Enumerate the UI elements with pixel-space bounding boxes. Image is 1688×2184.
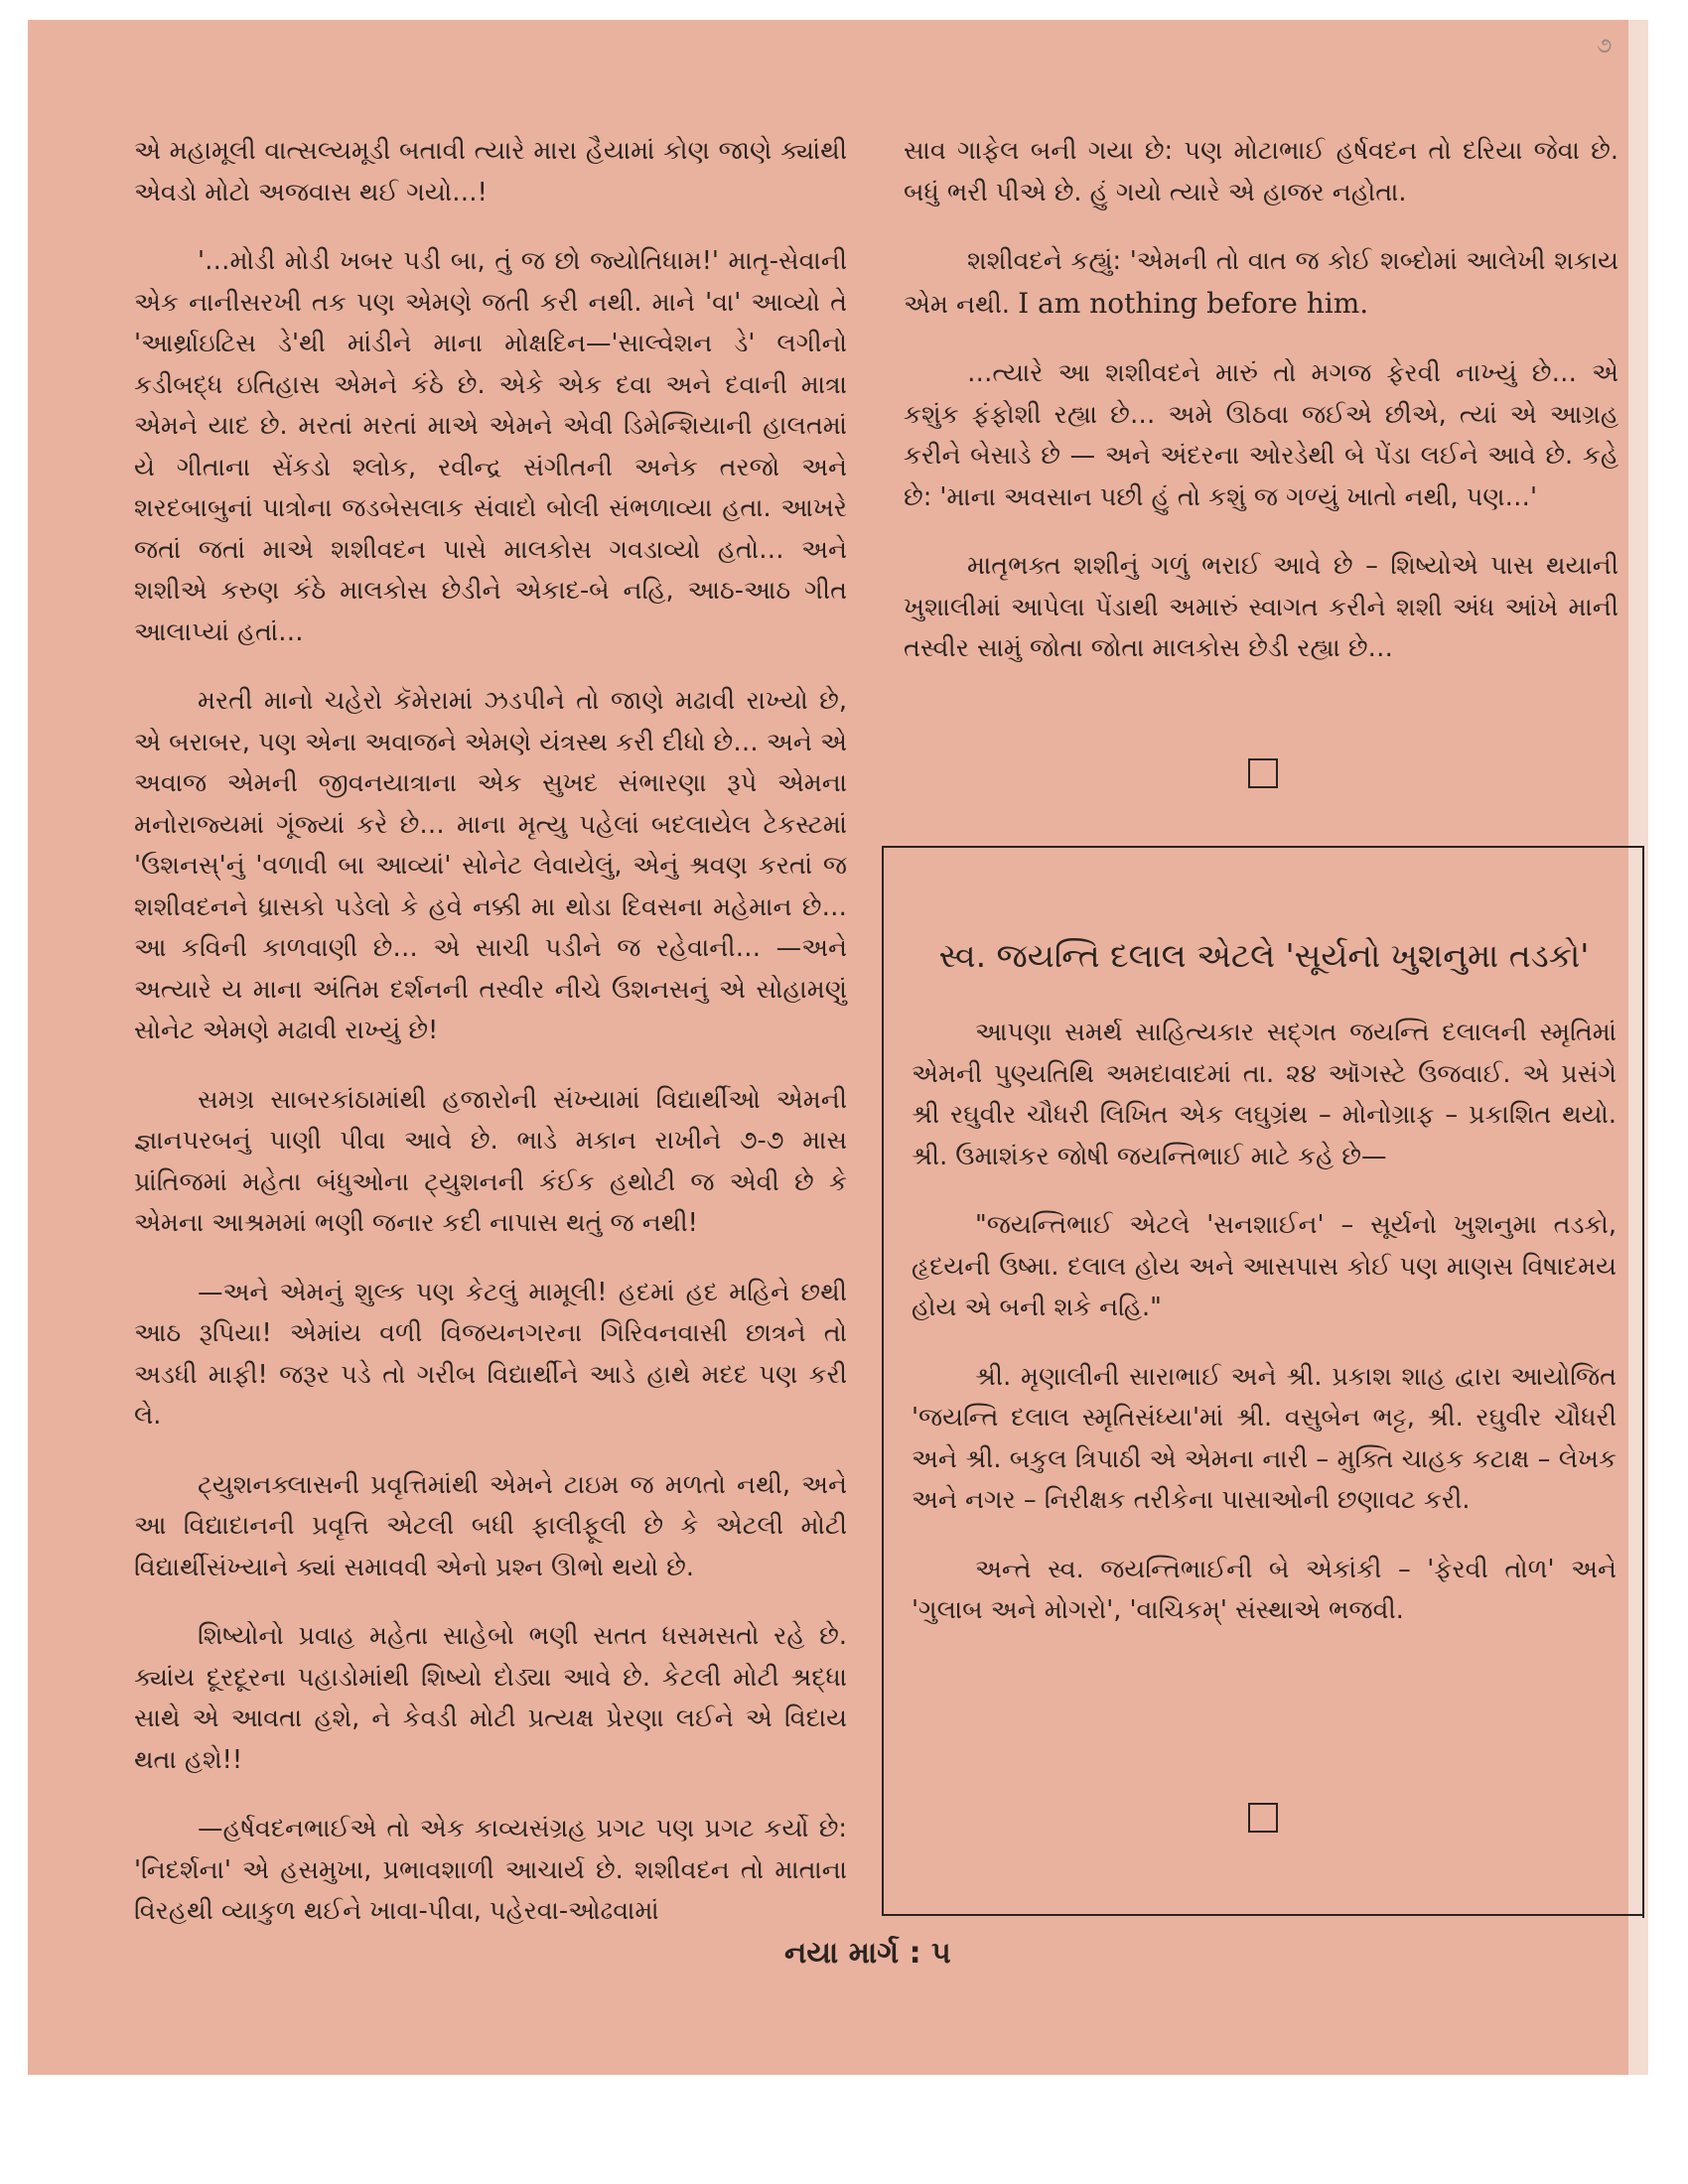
paragraph: આપણા સમર્થ સાહિત્યકાર સદ્ગત જયન્તિ દલાલની સ્મૃતિમાં એમની પુણ્યતિથિ અમદાવાદમાં તા. ૨૪ ઑગસ્ટે ઉજવાઈ. એ પ્રસંગે શ્રી રઘુવીર ચૌધરી લિખિત એક લઘુગ્રંથ – મોનોગ્રાફ – પ્રકાશિત થયો. શ્રી. ઉમાશંકર જોષી જયન્તિભાઈ માટે કહે છે— <box>912 1018 1617 1171</box>
paragraph: —અને એમનું શુલ્ક પણ કેટલું મામૂલી! હદમાં હદ મહિને છથી આઠ રૂપિયા! એમાંય વળી વિજયનગરના ગિરિવનવાસી છાત્રને તો અડધી માફી! જરૂર પડે તો ગરીબ વિદ્યાર્થીને આડે હાથે મદદ પણ કરી લે. <box>134 1277 847 1431</box>
end-mark <box>1248 758 1278 788</box>
paragraph: મરતી માનો ચહેરો કૅમેરામાં ઝડપીને તો જાણે મઢાવી રાખ્યો છે, એ બરાબર, પણ એના અવાજને એમણે યંત્રસ્થ કરી દીધો છે… અને એ અવાજ એમની જીવનયાત્રાના એક સુખદ સંભારણા રૂપે એમના મનોરાજ્યમાં ગૂંજ્યાં કરે છે… માના મૃત્યુ પહેલાં બદલાયેલ ટેકસ્ટમાં 'ઉશનસ્'નું 'વળાવી બા આવ્યાં' સોનેટ લેવાયેલું, એનું શ્રવણ કરતાં જ શશીવદનને ધ્રાસકો પડેલો કે હવે નક્કી મા થોડા દિવસના મહેમાન છે… આ કવિની કાળવાણી છે… એ સાચી પડીને જ રહેવાની… —અને અત્યારે ય માના અંતિમ દર્શનની તસ્વીર નીચે ઉશનસનું એ સોહામણું સોનેટ એમણે મઢાવી રાખ્યું છે! <box>134 686 847 1045</box>
box-border-top <box>882 846 1644 848</box>
box-border-left <box>882 846 884 1916</box>
quote-paragraph: "જયન્તિભાઈ એટલે 'સનશાઈન' – સૂર્યનો ખુશનુમા તડકો, હૃદયની ઉષ્મા. દલાલ હોય અને આસપાસ કોઈ પણ માણસ વિષાદમય હોય એ બની શકે નહિ." <box>912 1210 1617 1322</box>
paragraph: શ્રી. મૃણાલીની સારાભાઈ અને શ્રી. પ્રકાશ શાહ દ્વારા આયોજિત 'જયન્તિ દલાલ સ્મૃતિસંધ્યા'માં શ્રી. વસુબેન ભટ્ટ, શ્રી. રઘુવીર ચૌધરી અને શ્રી. બકુલ ત્રિપાઠી એ એમના નારી – મુક્તિ ચાહક કટાક્ષ – લેખક અને નગર – નિરીક્ષક તરીકેના પાસાઓની છણાવટ કરી. <box>912 1361 1617 1515</box>
paragraph: માતૃભક્ત શશીનું ગળું ભરાઈ આવે છે – શિષ્યોએ પાસ થયાની ખુશાલીમાં આપેલા પેંડાથી અમારું સ્વાગત કરીને શશી અંધ આંખે માની તસ્વીર સામું જોતા જોતા માલકોસ છેડી રહ્યા છે… <box>904 551 1618 663</box>
page-footer: નયા માર્ગ : ૫ <box>784 1936 951 1971</box>
paragraph: શિષ્યોનો પ્રવાહ મહેતા સાહેબો ભણી સતત ધસમસતો રહે છે. ક્યાંય દૂરદૂરના પહાડોમાંથી શિષ્યો દોડ્યા આવે છે. કેટલી મોટી શ્રદ્ધા સાથે એ આવતા હશે, ને કેવડી મોટી પ્રત્યક્ષ પ્રેરણા લઈને એ વિદાય થતા હશે!! <box>134 1621 847 1775</box>
box-border-bottom <box>882 1914 1644 1916</box>
boxed-article <box>912 933 1617 1660</box>
paragraph: '…મોડી મોડી ખબર પડી બા, તું જ છો જ્યોતિધામ!' માતૃ-સેવાની એક નાનીસરખી તક પણ એમણે જતી કરી નથી. માને 'વા' આવ્યો તે 'આર્થ્રાઇટિસ ડે'થી માંડીને માના મોક્ષદિન—'સાલ્વેશન ડે' લગીનો કડીબદ્ધ ઇતિહાસ એમને કંઠે છે. એકે એક દવા અને દવાની માત્રા એમને યાદ છે. મરતાં મરતાં માએ એમને એવી ડિમેન્શિયાની હાલતમાં યે ગીતાના સેંકડો શ્લોક, રવીન્દ્ર સંગીતની અનેક તરજો અને શરદબાબુનાં પાત્રોના જડબેસલાક સંવાદો બોલી સંભળાવ્યા હતા. આખરે જતાં જતાં માએ શશીવદન પાસે માલકોસ ગવડાવ્યો હતો… અને શશીએ કરુણ કંઠે માલકોસ છેડીને એકાદ-બે નહિ, આઠ-આઠ ગીત આલાપ્યાં હતાં… <box>134 246 847 647</box>
paragraph: સાવ ગાફેલ બની ગયા છે: પણ મોટાભાઈ હર્ષવદન તો દરિયા જેવા છે. બધું ભરી પીએ છે. હું ગયો ત્યારે એ હાજર નહોતા. <box>904 136 1618 207</box>
gujarati-text: શશીવદને કહ્યું: 'એમની તો વાત જ કોઈ શબ્દોમાં આલેખી શકાય એમ નથી. <box>904 246 1618 320</box>
page-edge <box>1628 20 1648 2075</box>
page-mark: ૭ <box>1597 34 1613 59</box>
end-mark <box>1248 1803 1278 1833</box>
paragraph: સમગ્ર સાબરકાંઠામાંથી હજારોની સંખ્યામાં વિદ્યાર્થીઓ એમની જ્ઞાનપરબનું પાણી પીવા આવે છે. ભાડે મકાન રાખીને ૭-૭ માસ પ્રાંતિજમાં મહેતા બંધુઓના ટ્યુશનની કંઈક હથોટી જ એવી છે કે એમના આશ્રમમાં ભણી જનાર કદી નાપાસ થતું જ નથી! <box>134 1084 847 1238</box>
paragraph: —હર્ષવદનભાઈએ તો એક કાવ્યસંગ્રહ પ્રગટ પણ પ્રગટ કર્યો છે: 'નિદર્શના' એ હસમુખા, પ્રભાવશાળી આચાર્ય છે. શશીવદન તો માતાના વિરહથી વ્યાકુળ થઈને ખાવા-પીવા, પહેરવા-ઓઢવામાં <box>134 1814 847 1926</box>
box-title: સ્વ. જયન્તિ દલાલ એટલે 'સૂર્યનો ખુશનુમા તડકો' <box>938 936 1590 975</box>
paragraph: એ મહામૂલી વાત્સલ્યમૂડી બતાવી ત્યારે મારા હૈયામાં કોણ જાણે ક્યાંથી એવડો મોટો અજવાસ થઈ ગયો…! <box>134 136 847 207</box>
paragraph <box>904 241 1618 326</box>
paragraph: …ત્યારે આ શશીવદને મારું તો મગજ ફેરવી નાખ્યું છે… એ કશુંક ફંફોશી રહ્યા છે… અમે ઊઠવા જઈએ છીએ, ત્યાં એ આગ્રહ કરીને બેસાડે છે — અને અંદરના ઓરડેથી બે પેંડા લઈને આવે છે. કહે છે: 'માના અવસાન પછી હું તો કશું જ ગળ્યું ખાતો નથી, પણ…' <box>904 358 1618 512</box>
paragraph: ટ્યુશનક્લાસની પ્રવૃત્તિમાંથી એમને ટાઇમ જ મળતો નથી, અને આ વિદ્યાદાનની પ્રવૃત્તિ એટલી બધી ફાલીફૂલી છે કે એટલી મોટી વિદ્યાર્થીસંખ્યાને ક્યાં સમાવવી એનો પ્રશ્ન ઊભો થયો છે. <box>134 1469 847 1582</box>
english-quote: I am nothing before him. <box>1018 286 1369 320</box>
paragraph: અન્તે સ્વ. જયન્તિભાઈની બે એકાંકી – 'ફેરવી તોળ' અને 'ગુલાબ અને મોગરો', 'વાચિકમ્' સંસ્થાએ ભજવી. <box>912 1554 1617 1625</box>
box-border-right <box>1642 846 1644 1918</box>
right-column <box>904 131 1618 698</box>
left-column <box>134 131 847 1961</box>
